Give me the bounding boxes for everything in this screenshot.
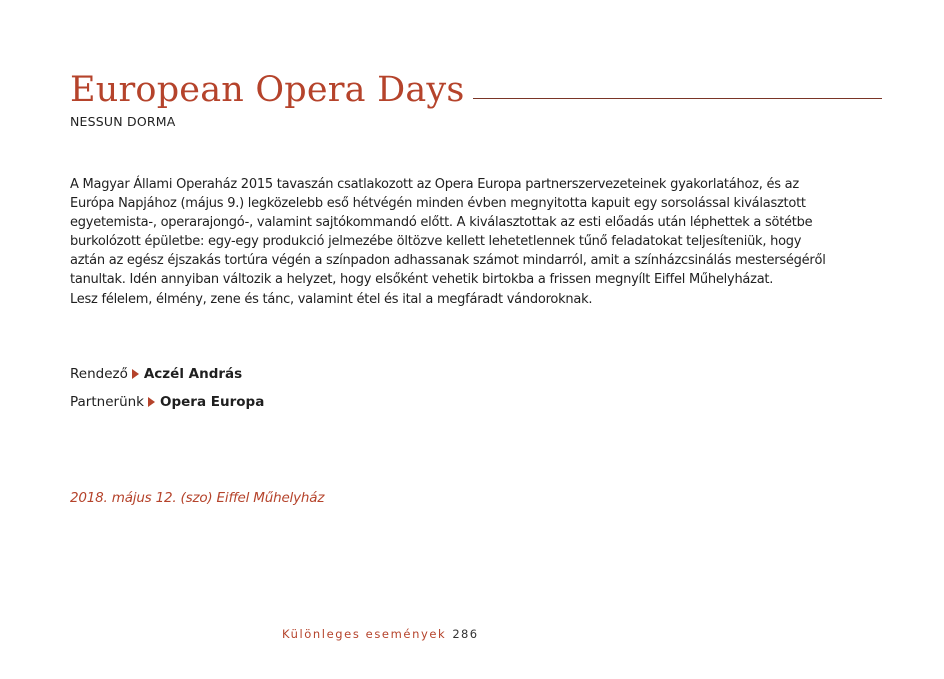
footer-section-name: Különleges események	[282, 627, 447, 641]
body-line: tanultak. Idén annyiban változik a helyzet, hogy elsőként vehetik birtokba a frissen megnyílt Eiffel Műhelyházat.	[70, 272, 774, 288]
credits-list	[70, 360, 264, 416]
credit-value: Opera Europa	[160, 394, 265, 410]
body-line: egyetemista-, operarajongó-, valamint sajtókommandó előtt. A kiválasztottak az esti előadás után léphettek a sötétbe	[70, 215, 813, 231]
triangle-right-icon	[148, 397, 155, 407]
title-row	[70, 66, 882, 110]
body-line: aztán az egész éjszakás tortúra végén a színpadon adhassanak számot mindarról, amit a színházcsinálás mesterségéről	[70, 253, 826, 269]
page-number: 286	[452, 627, 479, 641]
body-line: A Magyar Állami Operaház 2015 tavaszán csatlakozott az Opera Europa partnerszervezeteinek gyakorlatához, és az	[70, 177, 799, 192]
body-line: Lesz félelem, élmény, zene és tánc, valamint étel és ital a megfáradt vándoroknak.	[70, 291, 593, 307]
page-title: European Opera Days	[70, 70, 465, 110]
page-subtitle: NESSUN DORMA	[70, 114, 176, 129]
event-date-venue: 2018. május 12. (szo) Eiffel Műhelyház	[70, 490, 325, 506]
credit-label: Rendező	[70, 366, 128, 382]
credit-label: Partnerünk	[70, 394, 144, 410]
credit-partner	[70, 388, 264, 416]
page-footer	[282, 625, 478, 643]
body-paragraph	[70, 175, 870, 309]
triangle-right-icon	[132, 369, 139, 379]
body-line: burkolózott épületbe: egy-egy produkció jelmezébe öltözve kellett lehetetlennek tűnő feladatokat teljesíteniük, hogy	[70, 234, 802, 250]
credit-value: Aczél András	[143, 366, 243, 382]
title-rule	[473, 98, 882, 99]
body-line: Európa Napjához (május 9.) legközelebb eső hétvégén minden évben megnyitotta kapuit egy sorsolással kiválasztott	[70, 196, 806, 212]
credit-director	[70, 360, 264, 388]
